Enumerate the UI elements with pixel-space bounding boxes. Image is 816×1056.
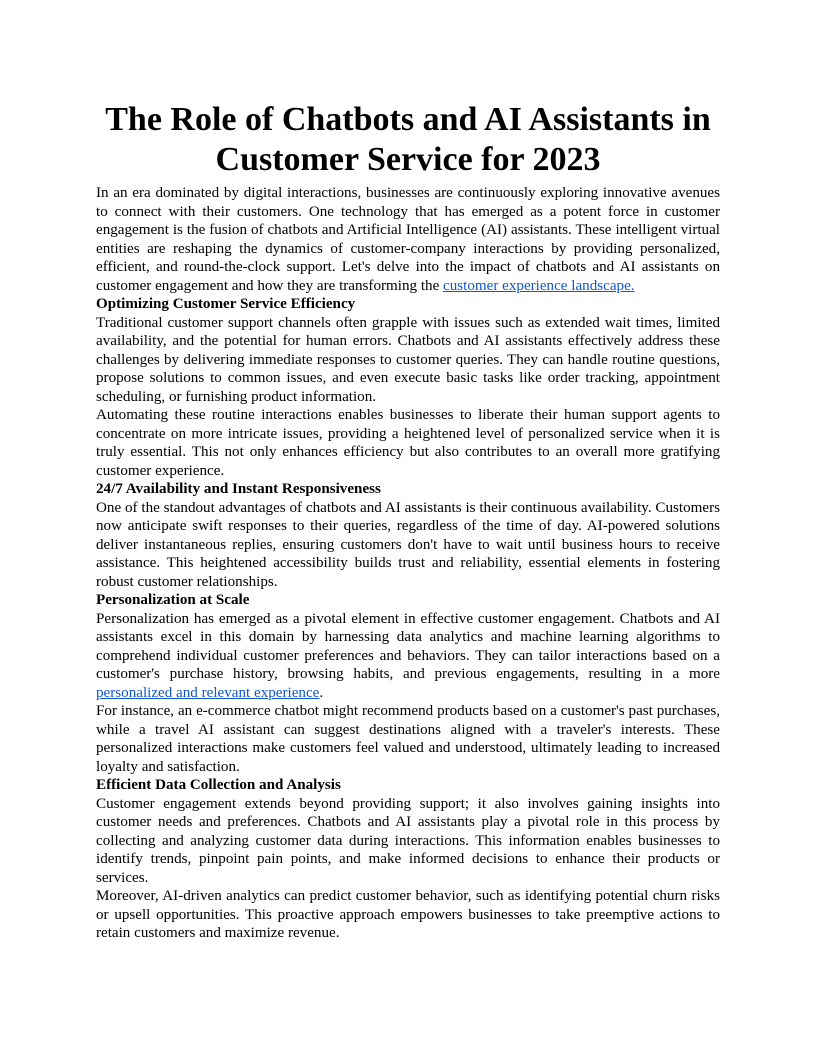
intro-text: In an era dominated by digital interactions, businesses are continuously exploring innovative avenues to connect with their customers. One technology that has emerged as a potent force in customer engagement is the fusion of chatbots and Artificial Intelligence (AI) assistants. These intelligent virtual entities are reshaping the dynamics of customer-company interactions by providing personalized, efficient, and round-the-clock support. Let's delve into the impact of chatbots and AI assistants on customer engagement and how they are transforming the: [96, 185, 720, 294]
intro-paragraph: [96, 184, 720, 295]
personalization-heading: Personalization at Scale: [96, 592, 250, 608]
efficiency-paragraph-1: Traditional customer support channels often grapple with issues such as extended wait times, limited availability, and the potential for human errors. Chatbots and AI assistants effectively address these challenges by delivering immediate responses to customer queries. They can handle routine questions, propose solutions to common issues, and even execute basic tasks like order tracking, appointment scheduling, or furnishing product information.: [96, 314, 720, 405]
personalized-experience-link[interactable]: personalized and relevant experience: [96, 684, 320, 701]
availability-heading: 24/7 Availability and Instant Responsiveness: [96, 481, 381, 497]
personalization-text-end: .: [319, 684, 324, 701]
efficiency-heading: Optimizing Customer Service Efficiency: [96, 296, 356, 312]
availability-paragraph-1: One of the standout advantages of chatbots and AI assistants is their continuous availability. Customers now anticipate swift responses to their queries, regardless of the time of day. AI-powered solutions deliver instantaneous replies, ensuring customers don't have to wait until business hours to receive assistance. This heightened accessibility builds trust and reliability, essential elements in fostering robust customer relationships.: [96, 499, 720, 590]
personalization-text: Personalization has emerged as a pivotal element in effective customer engagement. Chatbots and AI assistants excel in this domain by harnessing data analytics and machine learning algorithms to comprehend individual customer preferences and behaviors. They can tailor interactions based on a customer's purchase history, browsing habits, and previous engagements, resulting in a more: [96, 610, 720, 682]
data-heading: Efficient Data Collection and Analysis: [96, 777, 341, 793]
efficiency-paragraph-2: Automating these routine interactions enables businesses to liberate their human support agents to concentrate on more intricate issues, providing a heightened level of personalized service when it is truly essential. This not only enhances efficiency but also contributes to an overall more gratifying customer experience.: [96, 407, 720, 479]
document-page: [96, 100, 720, 943]
customer-experience-link[interactable]: customer experience landscape.: [443, 277, 635, 294]
data-paragraph-1: Customer engagement extends beyond providing support; it also involves gaining insights into customer needs and preferences. Chatbots and AI assistants play a pivotal role in this process by collecting and analyzing customer data during interactions. This information enables businesses to identify trends, pinpoint pain points, and make informed decisions to enhance their products or services.: [96, 795, 720, 886]
personalization-paragraph-2: For instance, an e-commerce chatbot might recommend products based on a customer's past purchases, while a travel AI assistant can suggest destinations aligned with a traveler's interests. These personalized interactions make customers feel valued and understood, ultimately leading to increased loyalty and satisfaction.: [96, 703, 720, 775]
personalization-paragraph-1: [96, 610, 720, 703]
data-paragraph-2: Moreover, AI-driven analytics can predict customer behavior, such as identifying potential churn risks or upsell opportunities. This proactive approach empowers businesses to take preemptive actions to retain customers and maximize revenue.: [96, 888, 720, 941]
page-title: The Role of Chatbots and AI Assistants in Customer Service for 2023: [105, 101, 711, 178]
